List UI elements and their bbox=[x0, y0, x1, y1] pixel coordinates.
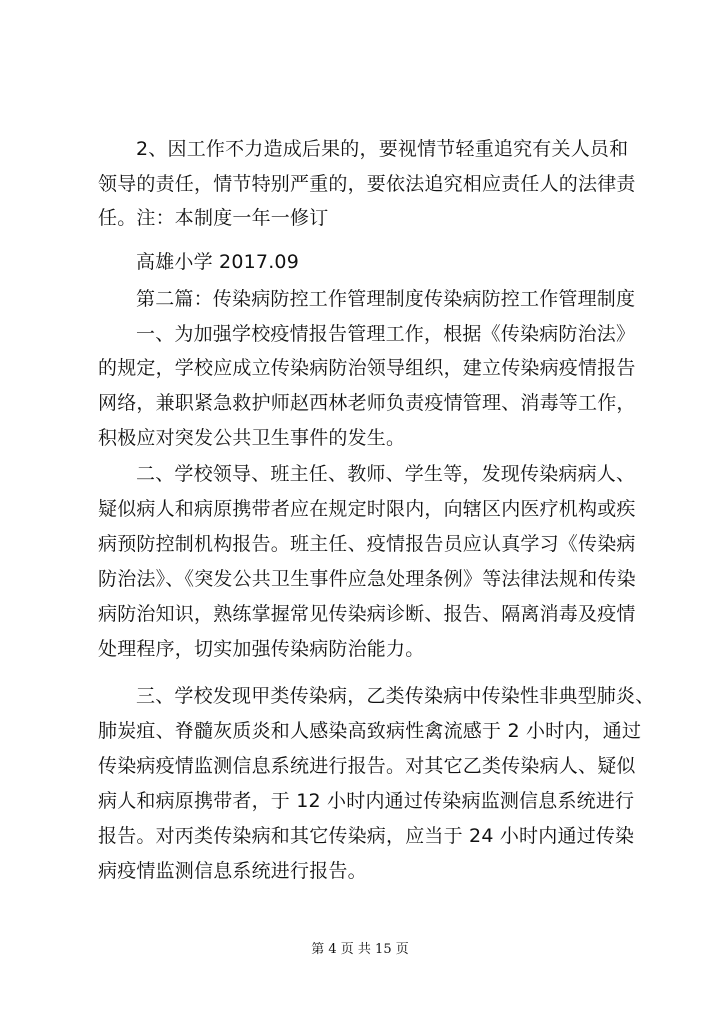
text-line: 病疫情监测信息系统进行报告。 bbox=[98, 860, 367, 882]
text-line: 处理程序，切实加强传染病防治能力。 bbox=[98, 638, 425, 660]
section-heading: 第二篇：传染病防控工作管理制度传染病防控工作管理制度 bbox=[136, 288, 636, 310]
page-number-footer: 第 4 页 共 15 页 bbox=[311, 942, 409, 957]
text-line: 2、因工作不力造成后果的，要视情节轻重追究有关人员和 bbox=[136, 138, 629, 160]
text-line: 二、学校领导、班主任、教师、学生等，发现传染病病人、 bbox=[136, 463, 636, 485]
text-line: 三、学校发现甲类传染病，乙类传染病中传染性非典型肺炎、 bbox=[136, 685, 655, 707]
text-line: 防治法》、《突发公共卫生事件应急处理条例》等法律法规和传染 bbox=[98, 568, 636, 590]
text-line: 传染病疫情监测信息系统进行报告。对其它乙类传染病人、疑似 bbox=[98, 755, 636, 777]
text-line: 一、为加强学校疫情报告管理工作，根据《传染病防治法》 bbox=[136, 323, 636, 345]
text-line: 肺炭疽、脊髓灰质炎和人感染高致病性禽流感于 2 小时内，通过 bbox=[98, 720, 642, 742]
text-line: 领导的责任，情节特别严重的，要依法追究相应责任人的法律责 bbox=[98, 173, 636, 195]
text-line: 的规定，学校应成立传染病防治领导组织，建立传染病疫情报告 bbox=[98, 357, 636, 379]
text-line: 网络，兼职紧急救护师赵西林老师负责疫情管理、消毒等工作， bbox=[98, 392, 636, 414]
text-line: 病人和病原携带者，于 12 小时内通过传染病监测信息系统进行 bbox=[98, 790, 635, 812]
text-line: 疑似病人和病原携带者应在规定时限内，向辖区内医疗机构或疾 bbox=[98, 498, 636, 520]
text-line: 病防治知识，熟练掌握常见传染病诊断、报告、隔离消毒及疫情 bbox=[98, 603, 636, 625]
text-line: 病预防控制机构报告。班主任、疫情报告员应认真学习《传染病 bbox=[98, 533, 636, 555]
text-line: 任。注：本制度一年一修订 bbox=[98, 207, 329, 229]
text-line: 报告。对丙类传染病和其它传染病，应当于 24 小时内通过传染 bbox=[98, 825, 635, 847]
signature-line: 高雄小学 2017.09 bbox=[136, 251, 300, 273]
text-line: 积极应对突发公共卫生事件的发生。 bbox=[98, 427, 406, 449]
